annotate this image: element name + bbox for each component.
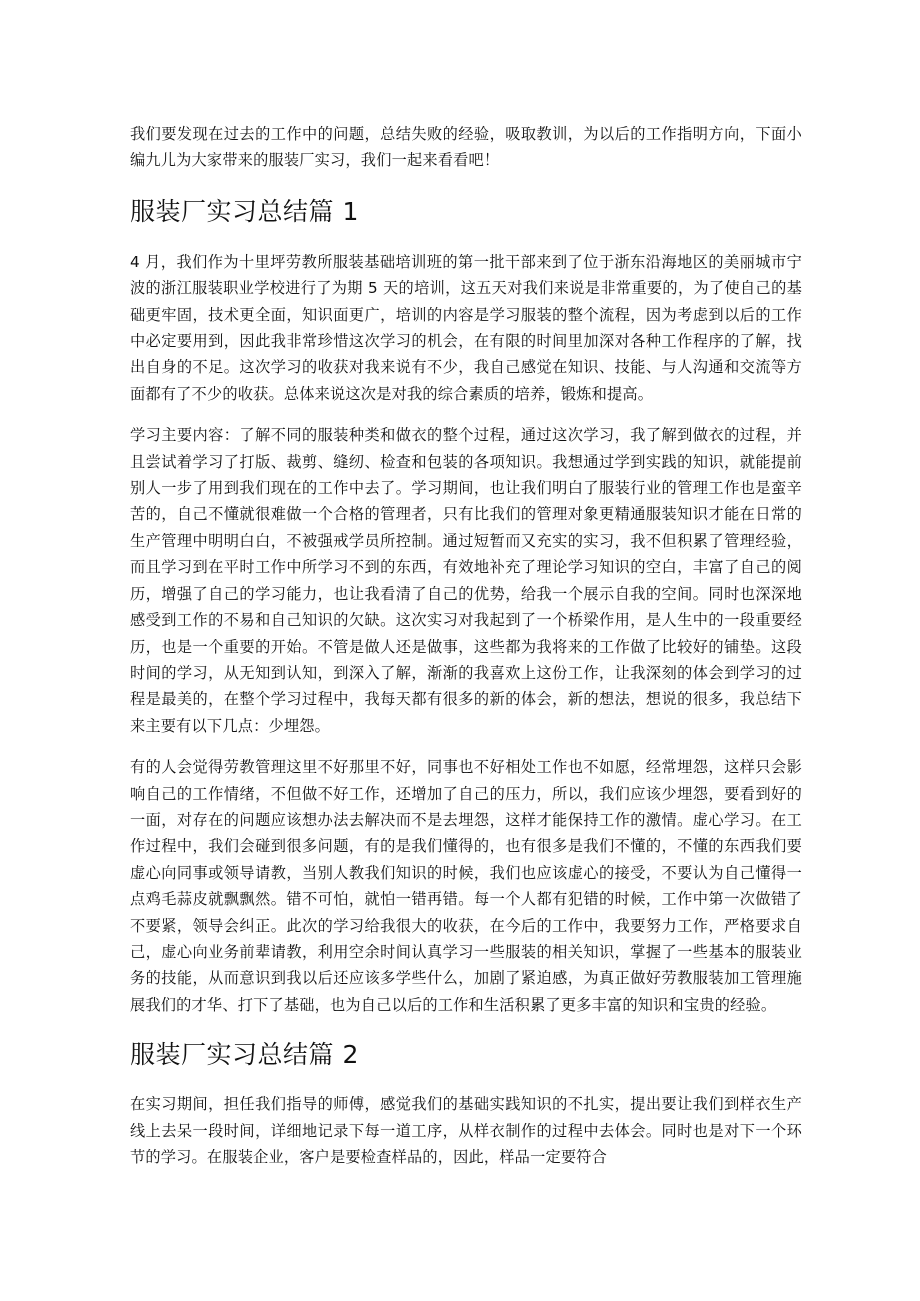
document-body [130,121,802,1170]
section-1-title: 服装厂实习总结篇 1 [130,196,359,226]
section-1-paragraph-1: 4 月，我们作为十里坪劳教所服装基础培训班的第一批干部来到了位于浙东沿海地区的美丽城市宁波的浙江服装职业学校进行了为期 5 天的培训，这五天对我们来说是非常重要的，为了使自己的基础更牢固，技术更全面，知识面更广，培训的内容是学习服装的整个流程，因为考虑到以后的工作中必定要用到，因此我非常珍惜这次学习的机会，在有限的时间里加深对各种工作程序的了解，找出自身的不足。这次学习的收获对我来说有不少，我自己感觉在知识、技能、与人沟通和交流等方面都有了不少的收获。总体来说这次是对我的综合素质的培养，锻炼和提高。 [130,252,802,403]
section-2-title: 服装厂实习总结篇 2 [130,1040,359,1070]
section-2-paragraph-1: 在实习期间，担任我们指导的师傅，感觉我们的基础实践知识的不扎实，提出要让我们到样衣生产线上去呆一段时间，详细地记录下每一道工序，从样衣制作的过程中去体会。同时也是对下一个环节的学习。在服装企业，客户是要检查样品的，因此，样品一定要符合 [130,1095,802,1166]
section-1-paragraph-2: 学习主要内容：了解不同的服装种类和做衣的整个过程，通过这次学习，我了解到做衣的过程，并且尝试着学习了打版、裁剪、缝纫、检查和包装的各项知识。我想通过学到实践的知识，就能提前别人一步了用到我们现在的工作中去了。学习期间，也让我们明白了服装行业的管理工作也是蛮辛苦的，自己不懂就很难做一个合格的管理者，只有比我们的管理对象更精通服装知识才能在日常的生产管理中明明白白，不被强戒学员所控制。通过短暂而又充实的实习，我不但积累了管理经验，而且学习到在平时工作中所学习不到的东西，有效地补充了理论学习知识的空白，丰富了自己的阅历，增强了自己的学习能力，也让我看清了自己的优势，给我一个展示自我的空间。同时也深深地感受到工作的不易和自己知识的欠缺。这次实习对我起到了一个桥梁作用，是人生中的一段重要经历，也是一个重要的开始。不管是做人还是做事，这些都为我将来的工作做了比较好的铺垫。这段时间的学习，从无知到认知，到深入了解，渐渐的我喜欢上这份工作，让我深刻的体会到学习的过程是最美的，在整个学习过程中，我每天都有很多的新的体会，新的想法，想说的很多，我总结下来主要有以下几点：少埋怨。 [130,426,802,735]
section-1-paragraph-3: 有的人会觉得劳教管理这里不好那里不好，同事也不好相处工作也不如愿，经常埋怨，这样只会影响自己的工作情绪，不但做不好工作，还增加了自己的压力，所以，我们应该少埋怨，要看到好的一面，对存在的问题应该想办法去解决而不是去埋怨，这样才能保持工作的激情。虚心学习。在工作过程中，我们会碰到很多问题，有的是我们懂得的，也有很多是我们不懂的，不懂的东西我们要虚心向同事或领导请教，当别人教我们知识的时候，我们也应该虚心的接受，不要认为自己懂得一点鸡毛蒜皮就飘飘然。错不可怕，就怕一错再错。每一个人都有犯错的时候，工作中第一次做错了不要紧，领导会纠正。此次的学习给我很大的收获，在今后的工作中，我要努力工作，严格要求自己，虚心向业务前辈请教，利用空余时间认真学习一些服装的相关知识，掌握了一些基本的服装业务的技能，从而意识到我以后还应该多学些什么，加剧了紧迫感，为真正做好劳教服装加工管理施展我们的才华、打下了基础，也为自己以后的工作和生活积累了更多丰富的知识和宝贵的经验。 [130,758,802,1014]
intro-paragraph: 我们要发现在过去的工作中的问题，总结失败的经验，吸取教训，为以后的工作指明方向，下面小编九儿为大家带来的服装厂实习，我们一起来看看吧！ [130,125,802,170]
